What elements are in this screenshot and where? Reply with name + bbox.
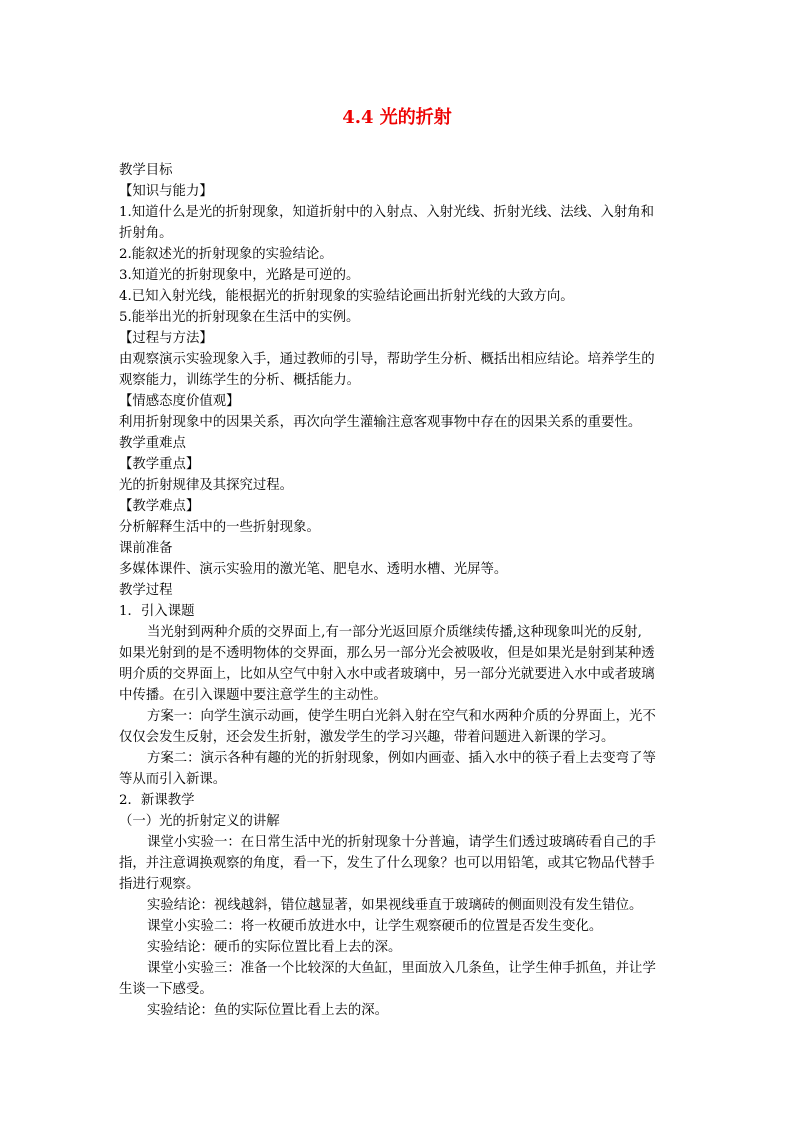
- text-line: 观察能力，训练学生的分析、概括能力。: [119, 373, 361, 388]
- text-line: 5.能举出光的折射现象在生活中的实例。: [119, 310, 360, 325]
- heading-teaching-process: 教学过程: [119, 583, 173, 598]
- text-line: 当光射到两种介质的交界面上,有一部分光返回原介质继续传播,这种现象叫光的反射,: [147, 625, 642, 640]
- text-line: 由观察演示实验现象入手，通过教师的引导，帮助学生分析、概括出相应结论。培养学生的: [119, 352, 655, 367]
- text-line: 生谈一下感受。: [119, 982, 213, 997]
- text-line: 明介质的交界面上，比如从空气中射入水中或者玻璃中，另一部分光就要进入水中或者玻璃: [119, 667, 655, 682]
- text-line: 课堂小实验二：将一枚硬币放进水中，让学生观察硬币的位置是否发生变化。: [147, 919, 603, 934]
- text-line: 2.能叙述光的折射现象的实验结论。: [119, 247, 333, 262]
- document-body: [119, 160, 685, 1021]
- text-line: 实验结论：鱼的实际位置比看上去的深。: [147, 1003, 389, 1018]
- heading-preparation: 课前准备: [119, 541, 173, 556]
- text-line: 分析解释生活中的一些折射现象。: [119, 520, 320, 535]
- text-line: 1.知道什么是光的折射现象，知道折射中的入射点、入射光线、折射光线、法线、入射角和: [119, 205, 655, 220]
- text-line: 实验结论：硬币的实际位置比看上去的深。: [147, 940, 402, 955]
- text-line: 光的折射规律及其探究过程。: [119, 478, 294, 493]
- text-line: 利用折射现象中的因果关系，再次向学生灌输注意客观事物中存在的因果关系的重要性。: [119, 415, 642, 430]
- heading-key-points: 【教学重点】: [119, 457, 200, 472]
- heading-intro: 1．引入课题: [119, 604, 195, 619]
- text-line: 多媒体课件、演示实验用的激光笔、肥皂水、透明水槽、光屏等。: [119, 562, 508, 577]
- text-line: 指进行观察。: [119, 877, 200, 892]
- text-line: 折射角。: [119, 226, 173, 241]
- document-title: 4.4 光的折射: [342, 107, 452, 128]
- heading-process-method: 【过程与方法】: [119, 331, 213, 346]
- text-line: 指，并注意调换观察的角度，看一下，发生了什么现象？也可以用铅笔，或其它物品代替手: [119, 856, 655, 871]
- text-line: 3.知道光的折射现象中，光路是可逆的。: [119, 268, 360, 283]
- text-line: 方案二：演示各种有趣的光的折射现象，例如内画壶、插入水中的筷子看上去变弯了等: [147, 751, 656, 766]
- text-line: 课堂小实验三：准备一个比较深的大鱼缸，里面放入几条鱼，让学生伸手抓鱼，并让学: [147, 961, 656, 976]
- heading-key-difficult-points: 教学重难点: [119, 436, 186, 451]
- text-line: 课堂小实验一：在日常生活中光的折射现象十分普遍，请学生们透过玻璃砖看自己的手: [147, 835, 656, 850]
- heading-knowledge-ability: 【知识与能力】: [119, 184, 213, 199]
- text-line: 中传播。在引入课题中要注意学生的主动性。: [119, 688, 387, 703]
- heading-refraction-definition: （一）光的折射定义的讲解: [119, 814, 280, 829]
- text-line: 仅仅会发生反射，还会发生折射，激发学生的学习兴趣，带着问题进入新课的学习。: [119, 730, 615, 745]
- heading-difficult-points: 【教学难点】: [119, 499, 200, 514]
- text-line: 4.已知入射光线，能根据光的折射现象的实验结论画出折射光线的大致方向。: [119, 289, 574, 304]
- text-line: 方案一：向学生演示动画，使学生明白光斜入射在空气和水两种介质的分界面上，光不: [147, 709, 656, 724]
- heading-new-lesson: 2．新课教学: [119, 793, 195, 808]
- heading-teaching-goals: 教学目标: [119, 163, 173, 178]
- heading-attitude-values: 【情感态度价值观】: [119, 394, 240, 409]
- text-line: 实验结论：视线越斜，错位越显著，如果视线垂直于玻璃砖的侧面则没有发生错位。: [147, 898, 643, 913]
- text-line: 如果光射到的是不透明物体的交界面，那么另一部分光会被吸收，但是如果光是射到某种透: [119, 646, 655, 661]
- text-line: 等从而引入新课。: [119, 772, 227, 787]
